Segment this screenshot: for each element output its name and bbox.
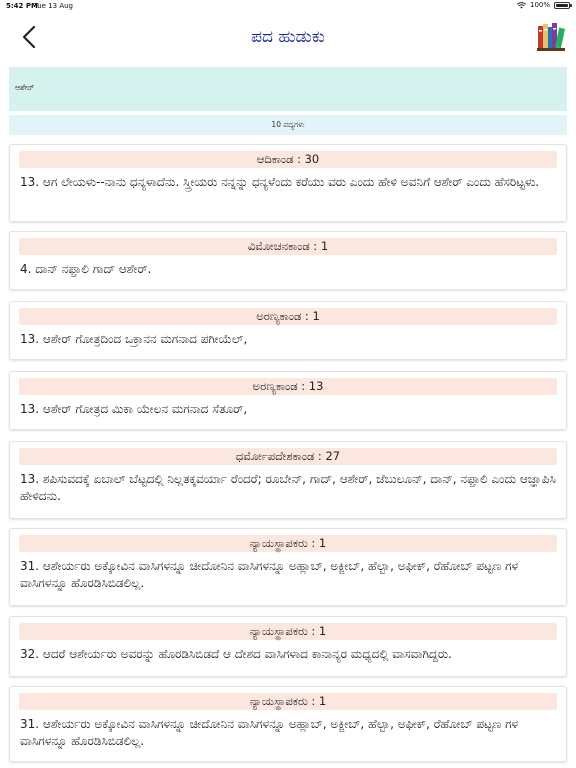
status-time: 5:42 PM [6,2,38,10]
verse-text: 31. ಆಶೇರ್ಯರು ಅಕ್ಕೋವಿನ ವಾಸಿಗಳನ್ನೂ ಚೀದೋನಿನ ವಾಸಿಗಳನ್ನೂ ಅಹ್ಲಾಬ್, ಅಕ್ಜೀಬ್, ಹೆಲ್ಬಾ, ಅಫೀಕ್, ರೆಹೋಬ್ ಪಟ್ಟಣ ಗಳ ವಾಸಿಗಳನ್ನೂ ಹೊರಡಿಸಿಬಿಡಲಿಲ್ಲ. [20,717,519,748]
result-count: 10 ಪದ್ಯಗಳು [9,115,567,135]
search-term-box[interactable] [9,67,567,111]
verse-reference: ನ್ಯಾಯಸ್ಥಾಪಕರು : 1 [19,535,557,552]
battery-percent: 100% [529,1,550,9]
verse-text: 13. ಆಶೇರ್ ಗೋತ್ರದ ಮಿಕಾ ಯೇಲನ ಮಗನಾದ ಸೆತೂರ್, [20,402,248,416]
books-icon [536,20,566,52]
verse-card[interactable] [9,371,567,430]
verse-reference: ಅರಣ್ಯಕಾಂಡ : 1 [19,308,557,325]
verse-card[interactable] [9,144,567,222]
verse-card[interactable] [9,231,567,290]
verse-card[interactable] [9,301,567,360]
verse-card[interactable] [9,686,567,762]
app-header [0,14,576,64]
verse-card[interactable] [9,528,567,606]
verse-text: 13. ಶಪಿಸುವದಕ್ಕೆ ಏಬಾಲ್ ಬೆಟ್ಟದಲ್ಲಿ ನಿಲ್ಲತಕ್ಕವರ್ಯಾ ರೆಂದರೆ; ರೂಬೇನ್, ಗಾದ್, ಆಶೇರ್, ಜೆಬುಲೂನ್, ದಾನ್, ನಫ್ತಾಲಿ ಎಂದು ಆಜ್ಞಾಪಿಸಿ ಹೇಳಿದನು. [20,472,556,503]
verse-card[interactable] [9,441,567,519]
status-date: Tue 13 Aug [34,2,73,10]
verse-reference: ನ್ಯಾಯಸ್ಥಾಪಕರು : 1 [19,693,557,710]
status-bar [0,0,576,14]
verse-reference: ಅರಣ್ಯಕಾಂಡ : 13 [19,378,557,395]
page-title: ಪದ ಹುಡುಕು [251,27,325,47]
status-right [517,1,570,9]
wifi-icon [517,2,526,9]
verse-card[interactable] [9,616,567,677]
verse-text: 32. ಆದರೆ ಆಶೇರ್ಯರು ಅವರನ್ನು ಹೊರಡಿಸಿಬಿಡದೆ ಆ ದೇಶದ ವಾಸಿಗಳಾದ ಕಾನಾನ್ಯರ ಮಧ್ಯದಲ್ಲಿ ವಾಸವಾಗಿದ್ದರು. [20,647,452,661]
verse-reference: ವಿಮೋಚನಕಾಂಡ : 1 [19,238,557,255]
bookshelf-button[interactable] [536,20,566,52]
verse-text: 13. ಆಗ ಲೇಯಳು--ನಾನು ಧನ್ಯಳಾದೆನು. ಸ್ತ್ರೀಯರು ನನ್ನನ್ನು ಧನ್ಯಳೆಂದು ಕರೆಯು ವರು ಎಂದು ಹೇಳಿ ಅವನಿಗೆ ಆಶೇರ್ ಎಂದು ಹೆಸರಿಟ್ಟಳು. [20,175,540,189]
verse-text: 13. ಆಶೇರ್ ಗೋತ್ರದಿಂದ ಒಕ್ರಾನನ ಮಗನಾದ ಪಗೀಯೆಲ್, [20,332,248,346]
verse-reference: ಧರ್ಮೋಪದೇಶಕಾಂಡ : 27 [19,448,557,465]
verse-text: 4. ದಾನ್ ನಫ್ತಾಲಿ ಗಾದ್ ಆಶೇರ್. [20,262,152,276]
search-term: ಆಶೇರ್ [15,83,35,92]
verse-reference: ನ್ಯಾಯಸ್ಥಾಪಕರು : 1 [19,623,557,640]
battery-icon [554,2,570,9]
verse-reference: ಆದಿಕಾಂಡ : 30 [19,151,557,168]
verse-text: 31. ಆಶೇರ್ಯರು ಅಕ್ಕೋವಿನ ವಾಸಿಗಳನ್ನೂ ಚೀದೋನಿನ ವಾಸಿಗಳನ್ನೂ ಅಹ್ಲಾಬ್, ಅಕ್ಜೀಬ್, ಹೆಲ್ಬಾ, ಅಫೀಕ್, ರೆಹೋಬ್ ಪಟ್ಟಣ ಗಳ ವಾಸಿಗಳನ್ನೂ ಹೊರಡಿಸಿಬಿಡಲಿಲ್ಲ. [20,559,519,590]
